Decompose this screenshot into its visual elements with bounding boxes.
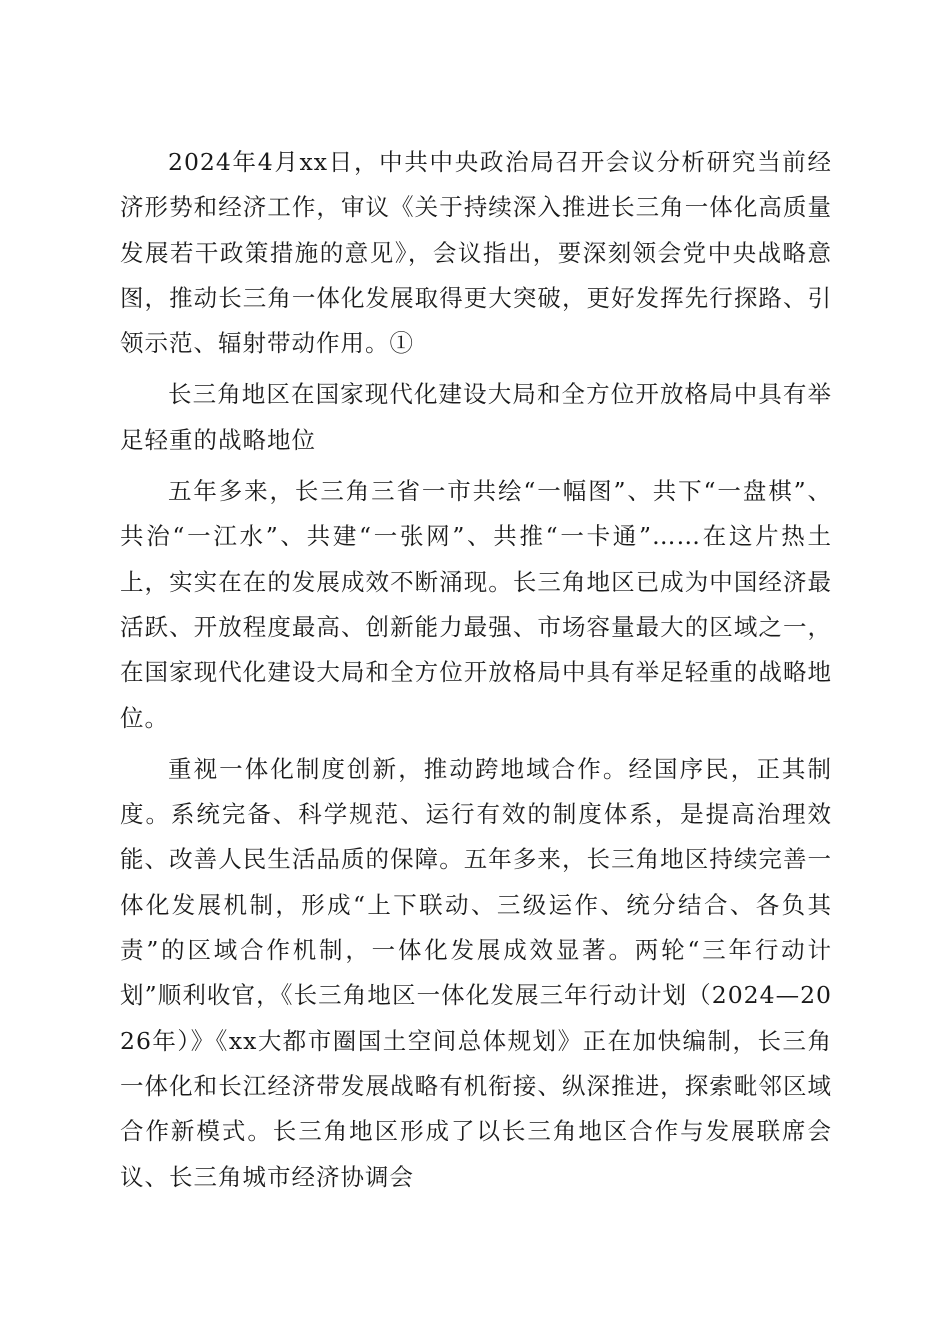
section-heading-strategic-position: 长三角地区在国家现代化建设大局和全方位开放格局中具有举足轻重的战略地位 (120, 380, 832, 454)
document-body (120, 140, 832, 1206)
paragraph-institutional-innovation: 重视一体化制度创新，推动跨地域合作。经国序民，正其制度。系统完备、科学规范、运行有效的制度体系，是提高治理效能、改善人民生活品质的保障。五年多来，长三角地区持续完善一体化发展机制，形成“上下联动、三级运作、统分结合、各负其责”的区域合作机制，一体化发展成效显著。两轮“三年行动计划”顺利收官，《长三角地区一体化发展三年行动计划（2024—2026年）》《xx大都市圈国土空间总体规划》正在加快编制，长三角一体化和长江经济带发展战略有机衔接、纵深推进，探索毗邻区域合作新模式。长三角地区形成了以长三角地区合作与发展联席会议、长三角城市经济协调会 (120, 754, 832, 1191)
paragraph-five-years-results: 五年多来，长三角三省一市共绘“一幅图”、共下“一盘棋”、共治“一江水”、共建“一张网”、共推“一卡通”……在这片热土上，实实在在的发展成效不断涌现。长三角地区已成为中国经济最活跃、开放程度最高、创新能力最强、市场容量最大的区域之一，在国家现代化建设大局和全方位开放格局中具有举足轻重的战略地位。 (120, 477, 832, 732)
paragraph-meeting-intro: 2024年4月xx日，中共中央政治局召开会议分析研究当前经济形势和经济工作，审议《关于持续深入推进长三角一体化高质量发展若干政策措施的意见》，会议指出，要深刻领会党中央战略意图，推动长三角一体化发展取得更大突破，更好发挥先行探路、引领示范、辐射带动作用。① (120, 148, 832, 358)
